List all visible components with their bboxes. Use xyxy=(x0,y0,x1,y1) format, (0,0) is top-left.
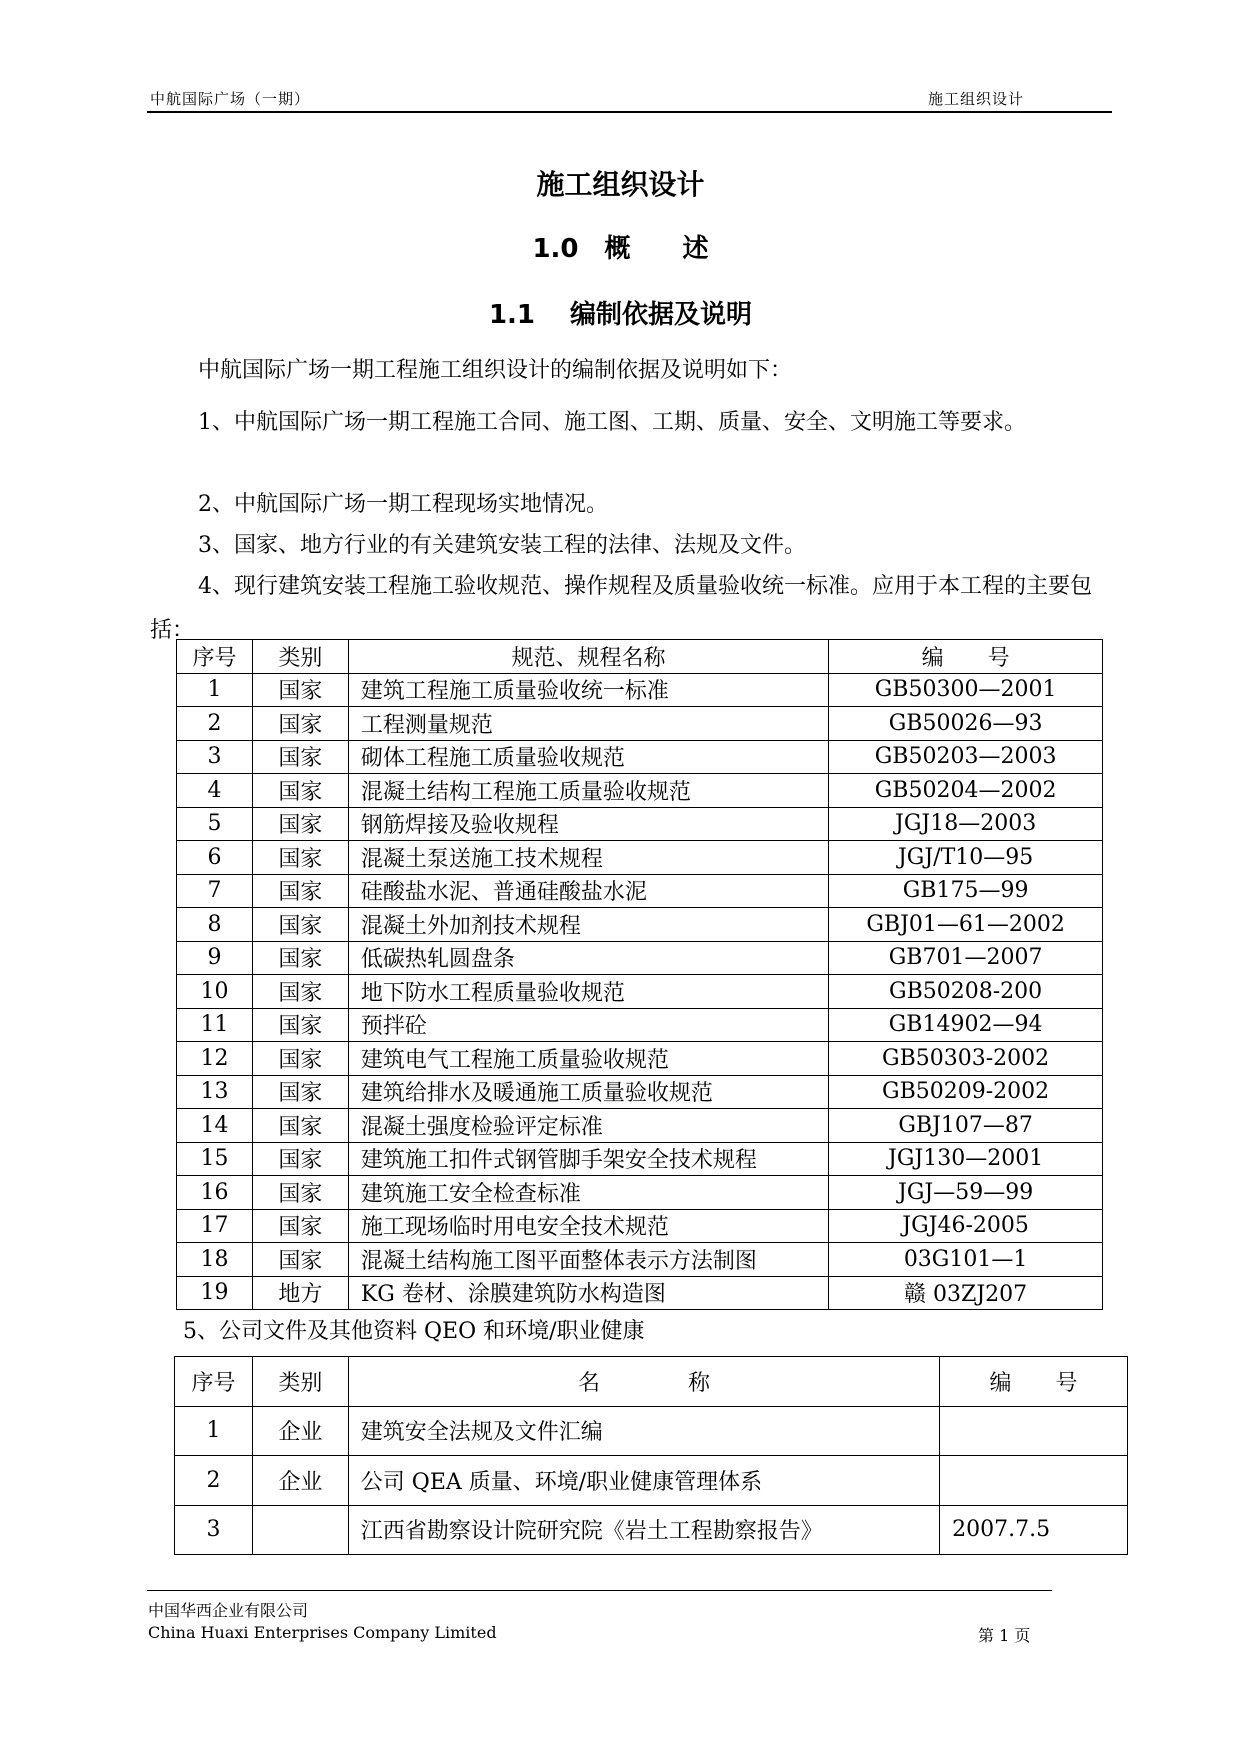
cell-category: 国家 xyxy=(252,740,348,774)
table-row xyxy=(177,1008,1103,1042)
cell-code: JGJ18—2003 xyxy=(829,807,1103,841)
cell-name: 砌体工程施工质量验收规范 xyxy=(348,740,828,774)
table-row xyxy=(177,1042,1103,1076)
cell-category: 国家 xyxy=(252,1142,348,1176)
cell-name: 混凝土强度检验评定标准 xyxy=(348,1109,828,1143)
cell-category: 国家 xyxy=(252,807,348,841)
cell-no: 11 xyxy=(177,1008,253,1042)
cell-name: 地下防水工程质量验收规范 xyxy=(348,975,828,1009)
cell-no: 7 xyxy=(177,874,253,908)
basis-item-2: 2、中航国际广场一期工程现场实地情况。 xyxy=(198,492,608,517)
cell-no: 2 xyxy=(175,1456,253,1506)
cell-no: 17 xyxy=(177,1209,253,1243)
cell-code xyxy=(940,1456,1128,1506)
cell-name: 施工现场临时用电安全技术规范 xyxy=(348,1209,828,1243)
cell-code: GB50300—2001 xyxy=(829,673,1103,707)
table-row xyxy=(177,941,1103,975)
table-row xyxy=(177,1209,1103,1243)
cell-name: 江西省勘察设计院研究院《岩土工程勘察报告》 xyxy=(348,1505,939,1555)
cell-no: 19 xyxy=(177,1276,253,1310)
cell-category: 国家 xyxy=(252,841,348,875)
cell-code: GB50303-2002 xyxy=(829,1042,1103,1076)
header-divider xyxy=(147,111,1112,113)
cell-category xyxy=(252,1505,348,1555)
cell-name: 预拌砼 xyxy=(348,1008,828,1042)
basis-item-4: 4、现行建筑安装工程施工验收规范、操作规程及质量验收统一标准。应用于本工程的主要包括： xyxy=(150,574,1093,643)
cell-name: 混凝土结构施工图平面整体表示方法制图 xyxy=(348,1243,828,1277)
cell-code: GB50204—2002 xyxy=(829,774,1103,808)
table-row xyxy=(175,1406,1128,1456)
table-row xyxy=(177,740,1103,774)
cell-no: 13 xyxy=(177,1075,253,1109)
document-title: 施工组织设计 xyxy=(536,168,705,201)
cell-category: 国家 xyxy=(252,1042,348,1076)
cell-category: 国家 xyxy=(252,1008,348,1042)
cell-category: 国家 xyxy=(252,975,348,1009)
basis-item-1: 1、中航国际广场一期工程施工合同、施工图、工期、质量、安全、文明施工等要求。 xyxy=(198,410,1026,435)
table-row xyxy=(177,975,1103,1009)
col-header-code: 编 号 xyxy=(940,1357,1128,1407)
cell-name: 公司 QEA 质量、环境/职业健康管理体系 xyxy=(348,1456,939,1506)
table-row xyxy=(177,1243,1103,1277)
table-row xyxy=(177,1176,1103,1210)
cell-name: 建筑给排水及暖通施工质量验收规范 xyxy=(348,1075,828,1109)
cell-name: 建筑电气工程施工质量验收规范 xyxy=(348,1042,828,1076)
cell-code: GB50209-2002 xyxy=(829,1075,1103,1109)
cell-name: 建筑安全法规及文件汇编 xyxy=(348,1406,939,1456)
table-row xyxy=(177,673,1103,707)
basis-item-3: 3、国家、地方行业的有关建筑安装工程的法律、法规及文件。 xyxy=(198,533,806,558)
cell-name: KG 卷材、涂膜建筑防水构造图 xyxy=(348,1276,828,1310)
company-documents-table xyxy=(174,1356,1128,1555)
table-row xyxy=(175,1456,1128,1506)
cell-code: GB50208-200 xyxy=(829,975,1103,1009)
cell-code: 03G101—1 xyxy=(829,1243,1103,1277)
header-doc-type: 施工组织设计 xyxy=(928,90,1025,108)
table-row xyxy=(177,1142,1103,1176)
cell-name: 建筑工程施工质量验收统一标准 xyxy=(348,673,828,707)
cell-no: 18 xyxy=(177,1243,253,1277)
cell-code: JGJ46-2005 xyxy=(829,1209,1103,1243)
cell-no: 12 xyxy=(177,1042,253,1076)
footer-company-cn: 中国华西企业有限公司 xyxy=(148,1601,309,1620)
cell-name: 混凝土结构工程施工质量验收规范 xyxy=(348,774,828,808)
cell-no: 4 xyxy=(177,774,253,808)
cell-code: JGJ130—2001 xyxy=(829,1142,1103,1176)
header-project-name: 中航国际广场（一期） xyxy=(150,90,311,108)
cell-no: 2 xyxy=(177,707,253,741)
cell-name: 低碳热轧圆盘条 xyxy=(348,941,828,975)
table-header-row xyxy=(175,1357,1128,1407)
cell-category: 国家 xyxy=(252,1209,348,1243)
cell-no: 3 xyxy=(177,740,253,774)
cell-category: 国家 xyxy=(252,673,348,707)
cell-no: 14 xyxy=(177,1109,253,1143)
cell-code xyxy=(940,1406,1128,1456)
cell-code: GBJ01—61—2002 xyxy=(829,908,1103,942)
subsection-heading: 1.1 编制依据及说明 xyxy=(488,300,753,330)
cell-category: 企业 xyxy=(252,1406,348,1456)
cell-category: 国家 xyxy=(252,908,348,942)
cell-category: 企业 xyxy=(252,1456,348,1506)
table-row xyxy=(177,841,1103,875)
table-header-row xyxy=(177,640,1103,674)
cell-code: 赣 03ZJ207 xyxy=(829,1276,1103,1310)
table-row xyxy=(177,908,1103,942)
cell-code: GB175—99 xyxy=(829,874,1103,908)
footer-divider xyxy=(147,1590,1052,1591)
cell-category: 国家 xyxy=(252,1176,348,1210)
cell-category: 国家 xyxy=(252,1109,348,1143)
cell-name: 混凝土外加剂技术规程 xyxy=(348,908,828,942)
col-header-no: 序号 xyxy=(177,640,253,674)
cell-category: 国家 xyxy=(252,774,348,808)
cell-no: 5 xyxy=(177,807,253,841)
col-header-name: 名 称 xyxy=(348,1357,939,1407)
cell-category: 国家 xyxy=(252,941,348,975)
table-row xyxy=(177,707,1103,741)
cell-no: 16 xyxy=(177,1176,253,1210)
cell-category: 国家 xyxy=(252,1243,348,1277)
col-header-code: 编 号 xyxy=(829,640,1103,674)
cell-no: 3 xyxy=(175,1505,253,1555)
basis-item-5: 5、公司文件及其他资料 QEO 和环境/职业健康 xyxy=(183,1319,645,1344)
standards-table xyxy=(176,639,1103,1310)
cell-code: GB50203—2003 xyxy=(829,740,1103,774)
footer-company-en: China Huaxi Enterprises Company Limited xyxy=(148,1623,497,1642)
cell-no: 9 xyxy=(177,941,253,975)
cell-code: GB50026—93 xyxy=(829,707,1103,741)
col-header-name: 规范、规程名称 xyxy=(348,640,828,674)
table-row xyxy=(177,1109,1103,1143)
table-row xyxy=(177,1075,1103,1109)
cell-name: 建筑施工安全检查标准 xyxy=(348,1176,828,1210)
table-row xyxy=(177,807,1103,841)
cell-no: 8 xyxy=(177,908,253,942)
cell-code: 2007.7.5 xyxy=(940,1505,1128,1555)
cell-no: 1 xyxy=(177,673,253,707)
cell-no: 10 xyxy=(177,975,253,1009)
cell-no: 15 xyxy=(177,1142,253,1176)
cell-no: 1 xyxy=(175,1406,253,1456)
col-header-category: 类别 xyxy=(252,640,348,674)
cell-name: 混凝土泵送施工技术规程 xyxy=(348,841,828,875)
cell-name: 钢筋焊接及验收规程 xyxy=(348,807,828,841)
section-heading: 1.0 概 述 xyxy=(532,234,709,264)
footer-page-number: 第 1 页 xyxy=(978,1626,1031,1645)
cell-code: JGJ/T10—95 xyxy=(829,841,1103,875)
cell-no: 6 xyxy=(177,841,253,875)
intro-paragraph: 中航国际广场一期工程施工组织设计的编制依据及说明如下： xyxy=(198,358,793,383)
cell-category: 国家 xyxy=(252,874,348,908)
table-row xyxy=(177,874,1103,908)
cell-category: 国家 xyxy=(252,1075,348,1109)
table-row xyxy=(177,774,1103,808)
cell-name: 工程测量规范 xyxy=(348,707,828,741)
cell-category: 国家 xyxy=(252,707,348,741)
cell-code: GB14902—94 xyxy=(829,1008,1103,1042)
cell-name: 硅酸盐水泥、普通硅酸盐水泥 xyxy=(348,874,828,908)
cell-code: JGJ—59—99 xyxy=(829,1176,1103,1210)
col-header-category: 类别 xyxy=(252,1357,348,1407)
cell-code: GBJ107—87 xyxy=(829,1109,1103,1143)
cell-name: 建筑施工扣件式钢管脚手架安全技术规程 xyxy=(348,1142,828,1176)
cell-code: GB701—2007 xyxy=(829,941,1103,975)
col-header-no: 序号 xyxy=(175,1357,253,1407)
table-row xyxy=(177,1276,1103,1310)
cell-category: 地方 xyxy=(252,1276,348,1310)
table-row xyxy=(175,1505,1128,1555)
